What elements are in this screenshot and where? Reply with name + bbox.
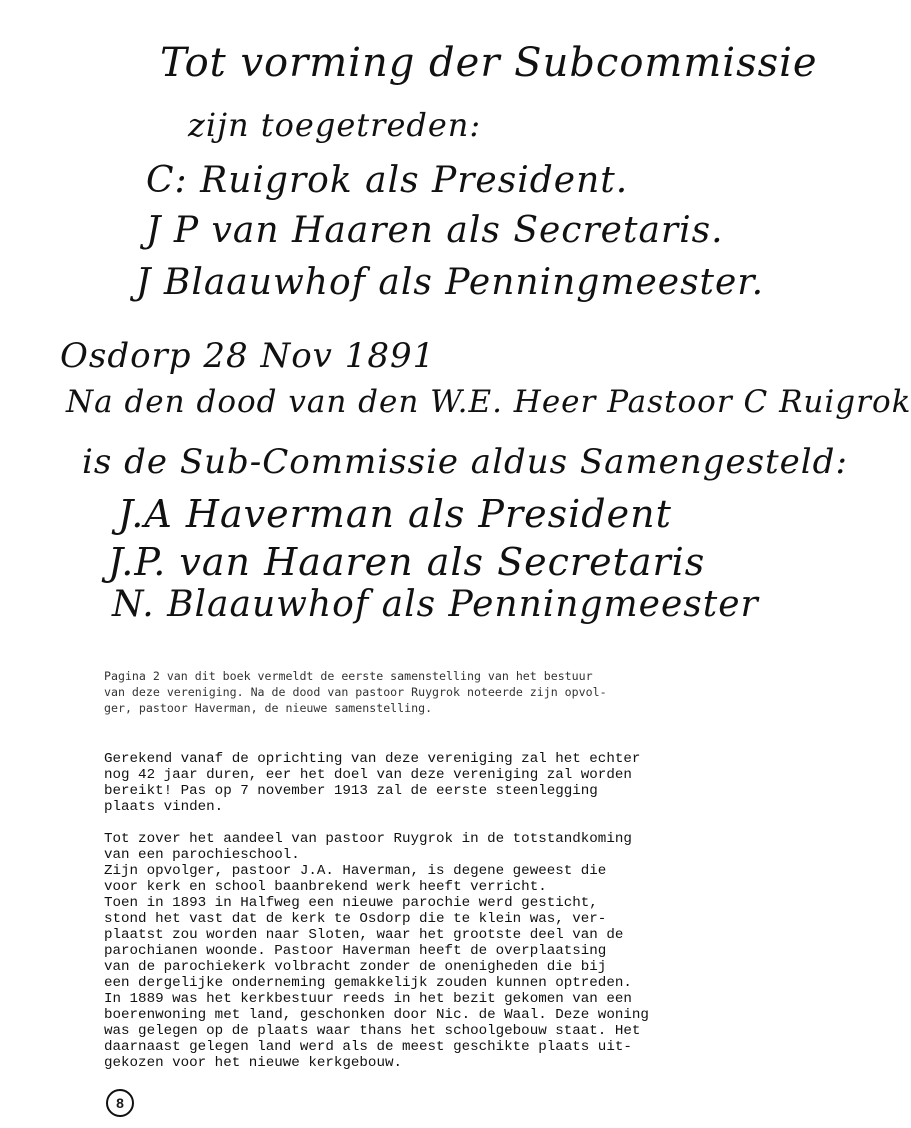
manuscript-line: N. Blaauwhof als Penningmeester <box>112 584 759 625</box>
manuscript-line: C: Ruigrok als President. <box>146 160 629 201</box>
manuscript-line: Osdorp 28 Nov 1891 <box>60 336 436 376</box>
body-line: boerenwoning met land, geschonken door Nic. de Waal. Deze woning <box>104 1007 649 1023</box>
body-line: Tot zover het aandeel van pastoor Ruygrok in de totstandkoming <box>104 831 632 847</box>
caption-line: ger, pastoor Haverman, de nieuwe samenstelling. <box>104 701 433 715</box>
body-line: van de parochiekerk volbracht zonder de onenigheden die bij <box>104 959 607 975</box>
body-line: Toen in 1893 in Halfweg een nieuwe parochie werd gesticht, <box>104 895 598 911</box>
body-line: Zijn opvolger, pastoor J.A. Haverman, is degene geweest die <box>104 863 607 879</box>
manuscript-line: J Blaauwhof als Penningmeester. <box>136 262 765 303</box>
body-line: bereikt! Pas op 7 november 1913 zal de eerste steenlegging <box>104 783 598 799</box>
body-line: een dergelijke onderneming gemakkelijk zouden kunnen optreden. <box>104 975 632 991</box>
manuscript-line: is de Sub-Commissie aldus Samengesteld: <box>82 442 848 482</box>
manuscript-line: zijn toegetreden: <box>188 106 482 144</box>
body-line: plaats vinden. <box>104 799 224 815</box>
caption-line: Pagina 2 van dit boek vermeldt de eerste samenstelling van het bestuur <box>104 669 593 683</box>
body-line: parochianen woonde. Pastoor Haverman heeft de overplaatsing <box>104 943 607 959</box>
body-line: In 1889 was het kerkbestuur reeds in het bezit gekomen van een <box>104 991 632 1007</box>
manuscript-line: J.P. van Haaren als Secretaris <box>108 540 706 584</box>
page-number: 8 <box>106 1089 134 1117</box>
body-line: van een parochieschool. <box>104 847 300 863</box>
body-line: Gerekend vanaf de oprichting van deze vereniging zal het echter <box>104 751 641 767</box>
manuscript-line: J.A Haverman als President <box>118 492 672 536</box>
body-line: nog 42 jaar duren, eer het doel van deze vereniging zal worden <box>104 767 632 783</box>
manuscript-line: J P van Haaren als Secretaris. <box>146 210 724 251</box>
caption-line: van deze vereniging. Na de dood van pastoor Ruygrok noteerde zijn opvol- <box>104 685 607 699</box>
body-line: stond het vast dat de kerk te Osdorp die te klein was, ver- <box>104 911 607 927</box>
image-caption <box>104 668 744 716</box>
body-line: voor kerk en school baanbrekend werk heeft verricht. <box>104 879 547 895</box>
body-line: gekozen voor het nieuwe kerkgebouw. <box>104 1055 402 1071</box>
body-line: daarnaast gelegen land werd als de meest geschikte plaats uit- <box>104 1039 632 1055</box>
body-text <box>104 751 764 1071</box>
body-line: was gelegen op de plaats waar thans het schoolgebouw staat. Het <box>104 1023 641 1039</box>
manuscript-line: Tot vorming der Subcommissie <box>160 40 818 86</box>
manuscript-line: Na den dood van den W.E. Heer Pastoor C Ruigrok <box>66 384 911 420</box>
body-line: plaatst zou worden naar Sloten, waar het grootste deel van de <box>104 927 624 943</box>
paragraph-gap <box>104 815 764 831</box>
